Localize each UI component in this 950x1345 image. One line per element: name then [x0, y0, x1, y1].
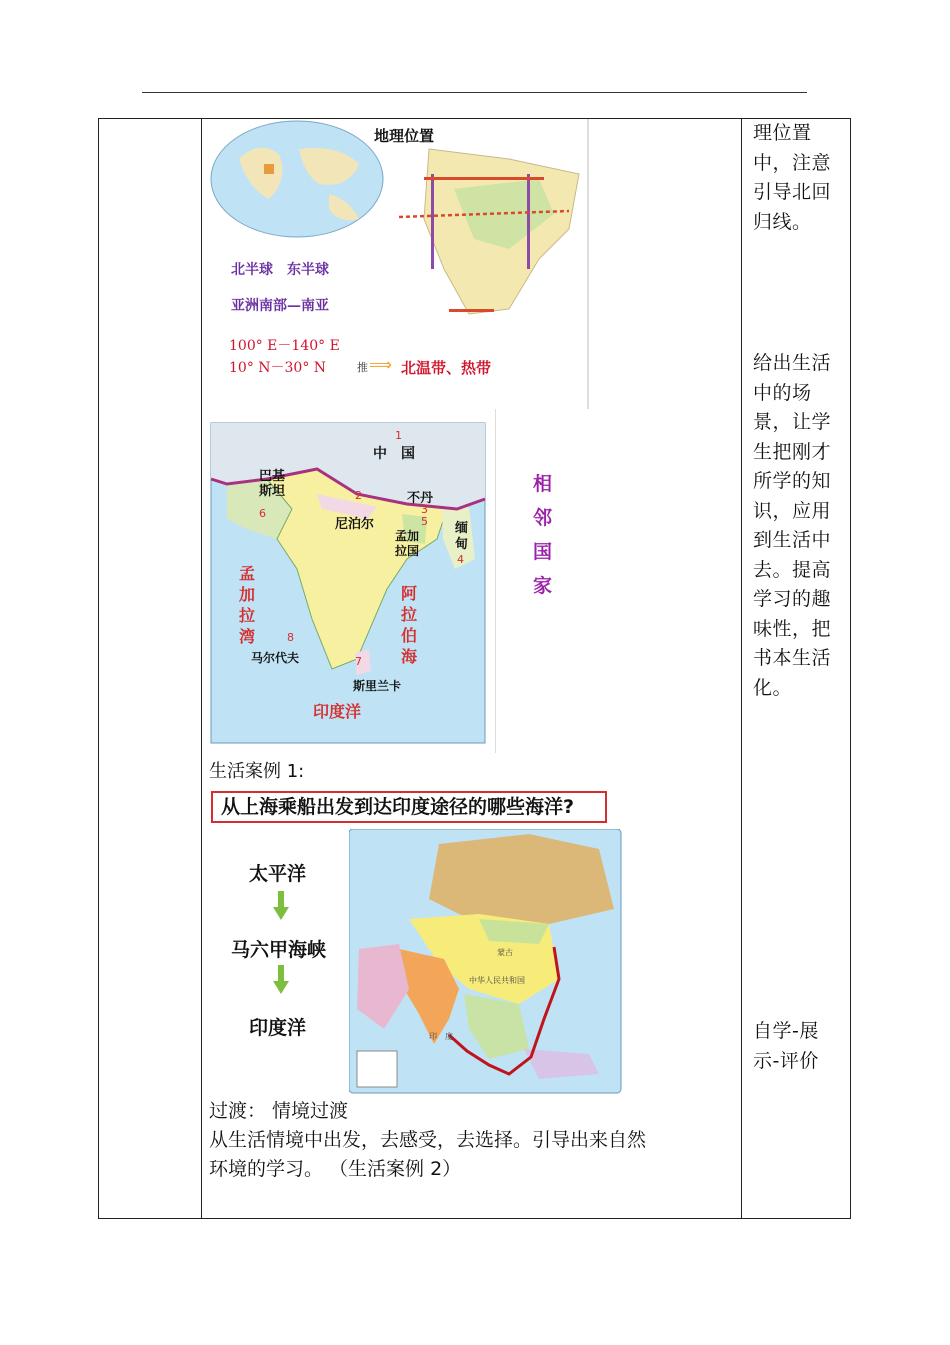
- label-bhutan: 不丹: [407, 491, 434, 506]
- map-label-india: 印 度: [429, 1032, 453, 1041]
- label-myanmar: 缅甸: [455, 521, 469, 552]
- down-arrow-icon: [273, 965, 289, 995]
- route-question: 从上海乘船出发到达印度途径的哪些海洋?: [211, 791, 607, 823]
- label-indian-ocean: 印度洋: [313, 702, 362, 721]
- neighbors-map: [207, 409, 669, 753]
- neighbors-image: [207, 409, 669, 753]
- case1-label: 生活案例 1:: [209, 761, 305, 782]
- transition-title: 过渡： 情境过渡: [209, 1100, 349, 1122]
- transition-line2: 从生活情境中出发，去感受，去选择。引导出来自然: [209, 1129, 647, 1151]
- geo-title: 地理位置: [374, 127, 435, 145]
- label-bangladesh: 孟加拉国: [395, 529, 420, 558]
- note-location: 理位置中，注意引导北回归线。: [753, 122, 832, 233]
- note-method: 自学-展示-评价: [753, 1020, 819, 1072]
- geo-hemisphere: 北半球 东半球: [231, 262, 329, 278]
- down-arrow-icon: [273, 891, 289, 921]
- marker-2: 2: [355, 489, 362, 502]
- label-bay-of-bengal: 孟加拉湾: [239, 564, 256, 646]
- marker-5: 5: [421, 515, 428, 528]
- marker-6: 6: [259, 507, 266, 520]
- route-step-indian: 印度洋: [249, 1017, 307, 1039]
- label-arabian-sea: 阿拉伯海: [401, 584, 418, 666]
- marker-8: 8: [287, 631, 294, 644]
- header-rule: [142, 92, 807, 93]
- route-image: [207, 785, 623, 1097]
- map-label-china: 中华人民共和国: [469, 976, 525, 985]
- route-step-pacific: 太平洋: [249, 863, 307, 885]
- marker-1: 1: [395, 429, 402, 442]
- asia-route-map: [349, 829, 623, 1095]
- column-divider-1: [201, 119, 202, 1218]
- arrow-icon: ⟹: [369, 355, 392, 374]
- geo-longitude: 100° E－140° E: [229, 338, 340, 354]
- label-china: 中 国: [373, 446, 415, 462]
- transition-line3: 环境的学习。 （生活案例 2）: [209, 1158, 462, 1180]
- lesson-table: [98, 118, 851, 1219]
- arrow-label: 推: [357, 361, 368, 374]
- geo-location-image: [209, 119, 594, 409]
- geo-latitude: 10° N－30° N: [229, 360, 327, 376]
- neighbors-side-title: 相邻国家: [533, 473, 553, 597]
- label-srilanka: 斯里兰卡: [353, 679, 402, 693]
- marker-7: 7: [355, 655, 362, 668]
- marker-4: 4: [457, 553, 464, 566]
- route-step-malacca: 马六甲海峡: [231, 939, 327, 961]
- geo-climate: 北温带、热带: [401, 359, 492, 377]
- map-label-mongolia: 蒙古: [497, 948, 513, 957]
- note-life-scene: 给出生活中的场景，让学生把刚才所学的知识，应用到生活中去。提高学习的趣味性，把书本生活化。: [753, 352, 832, 699]
- label-nepal: 尼泊尔: [335, 517, 375, 532]
- label-pakistan: 巴基斯坦: [259, 469, 286, 499]
- marker-3: 3: [421, 503, 428, 516]
- column-divider-2: [741, 119, 742, 1218]
- label-maldives: 马尔代夫: [251, 651, 300, 665]
- geo-region: 亚洲南部—南亚: [231, 298, 329, 314]
